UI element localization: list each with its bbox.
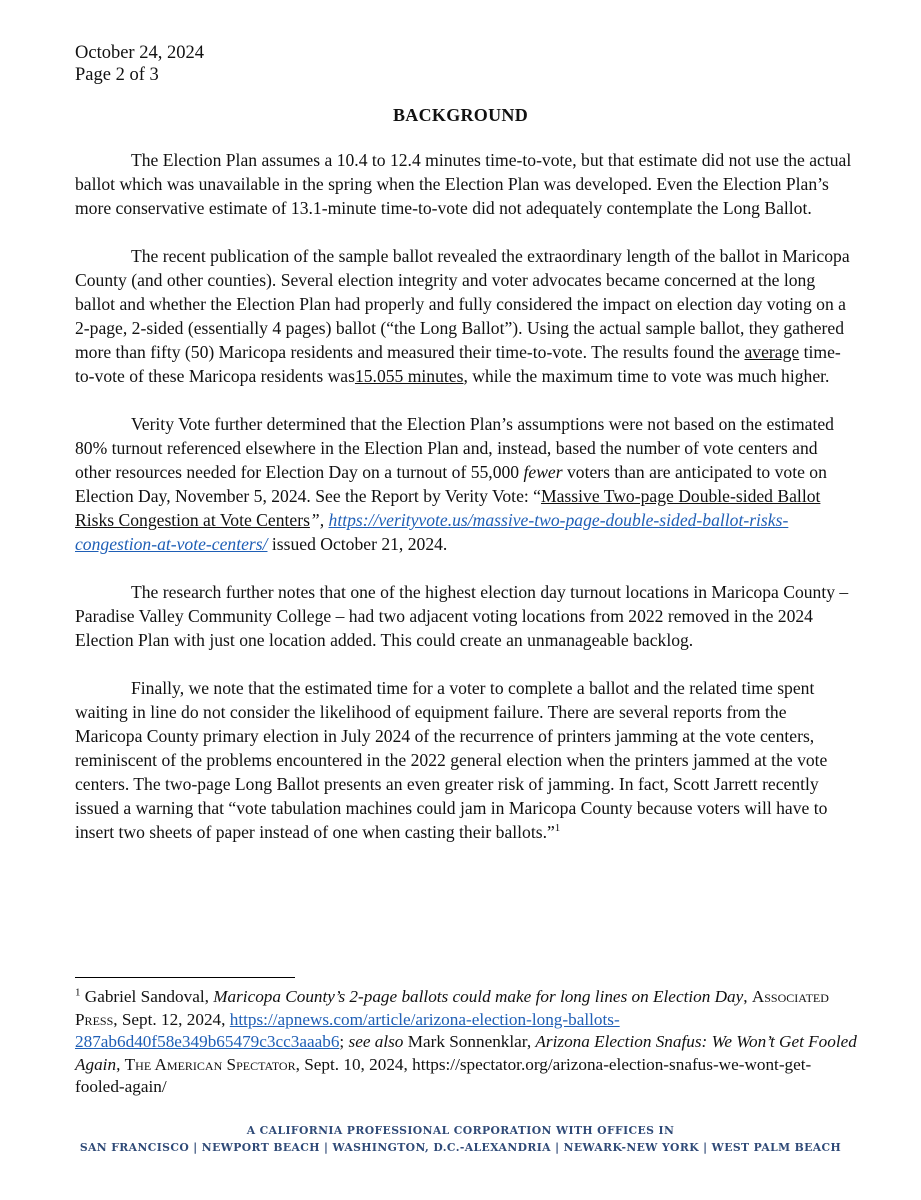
apnews-link[interactable]: https://apnews.com/article/arizona-election-long-ballots-287ab6d40f58e349b65479c3cc3aaab6 <box>75 1009 620 1051</box>
footnote-reference[interactable]: 1 <box>554 822 561 835</box>
letter-date: October 24, 2024 <box>75 43 204 63</box>
letter-body <box>75 148 857 868</box>
section-title: BACKGROUND <box>392 105 528 125</box>
paragraph-time-to-vote: The Election Plan assumes a 10.4 to 12.4 minutes time-to-vote, but that estimate did not use the actual ballot which was unavailable in the spring when the Election Plan was developed. Even the Election Plan’s more conservative estimate of 13.1-minute time-to-vote did not adequately contemplate the Long Ballot. <box>75 150 852 218</box>
report-title: Massive Two-page Double-sided Ballot Risks Congestion at Vote Centers <box>75 486 821 530</box>
paragraph-paradise-valley: The research further notes that one of the highest election day turnout locations in Maricopa County – Paradise Valley Community College – had two adjacent voting locations from 2022 removed in the 2024 Election Plan with just one location added. This could create an unmanageable backlog. <box>75 582 849 650</box>
footnote: $^1$ Gabriel Sandoval, Maricopa County’s 2-page ballots could make for long lines on Election Day, Associated Press, Sept. 12, 2024, https://apnews.com/article/arizona-election-long-ballots-287ab6d40f58e349b65479c3cc3aaab6; see also Mark Sonnenklar, Arizona Election Snafus: We Won’t Get Fooled Again, The American Spectator, Sept. 10, 2024, https://spectator.org/arizona-election-snafus-we-wont-get-fooled-again/ <box>75 986 857 1096</box>
emphasis-average: average <box>744 342 800 362</box>
page-number: Page 2 of 3 <box>75 65 159 85</box>
page-header <box>75 42 204 86</box>
publication-spectator: The American Spectator <box>124 1054 296 1074</box>
paragraph-sample-ballot: The recent publication of the sample ballot revealed the extraordinary length of the ballot in Maricopa County (and other counties). Several election integrity and voter advocates became concerned at the long ballot and whether the Election Plan had properly and fully considered the impact on election day voting on a 2-page, 2-sided (essentially 4 pages) ballot (“the Long Ballot”). Using the actual sample ballot, they gathered more than fifty (50) Maricopa residents and measured their time-to-vote. The results found the average time-to-vote of these Maricopa residents was15.055 minutes, while the maximum time to vote was much higher. <box>75 246 850 386</box>
footnote-divider <box>75 977 295 978</box>
footer-corporation-line: A CALIFORNIA PROFESSIONAL CORPORATION WITH OFFICES IN <box>246 1124 675 1137</box>
verity-vote-report-link[interactable]: https://verityvote.us/massive-two-page-double-sided-ballot-risks-congestion-at-vote-centers/ <box>75 510 789 554</box>
paragraph-verity-vote: Verity Vote further determined that the Election Plan’s assumptions were not based on the estimated 80% turnout referenced elsewhere in the Election Plan and, instead, based the number of vote centers and other resources needed for Election Day on a turnout of 55,000 fewer voters than are anticipated to vote on Election Day, November 5, 2024. See the Report by Verity Vote: “Massive Two-page Double-sided Ballot Risks Congestion at Vote Centers”, https://verityvote.us/massive-two-page-double-sided-ballot-risks-congestion-at-vote-centers/ issued October 21, 2024. <box>75 414 834 554</box>
footnote-number: 1 <box>75 986 81 999</box>
letterhead-footer <box>0 1122 921 1156</box>
publication-ap: Associated Press <box>75 987 829 1029</box>
emphasis-average-time: 15.055 minutes <box>354 366 464 386</box>
paragraph-equipment-failure: Finally, we note that the estimated time for a voter to complete a ballot and the related time spent waiting in line do not consider the likelihood of equipment failure. There are several reports from the Maricopa County primary election in July 2024 of the recurrence of printers jamming at the vote centers, reminiscent of the problems encountered in the 2022 general election when the printers jammed at the vote centers. The two-page Long Ballot presents an even greater risk of jamming. In fact, Scott Jarrett recently issued a warning that “vote tabulation machines could jam in Maricopa County because voters will have to insert two sheets of paper instead of one when casting their ballots.”$^1$ <box>75 678 828 842</box>
footer-offices-line: SAN FRANCISCO | NEWPORT BEACH | WASHINGTON, D.C.-ALEXANDRIA | NEWARK-NEW YORK | WEST PALM BEACH <box>79 1141 842 1154</box>
